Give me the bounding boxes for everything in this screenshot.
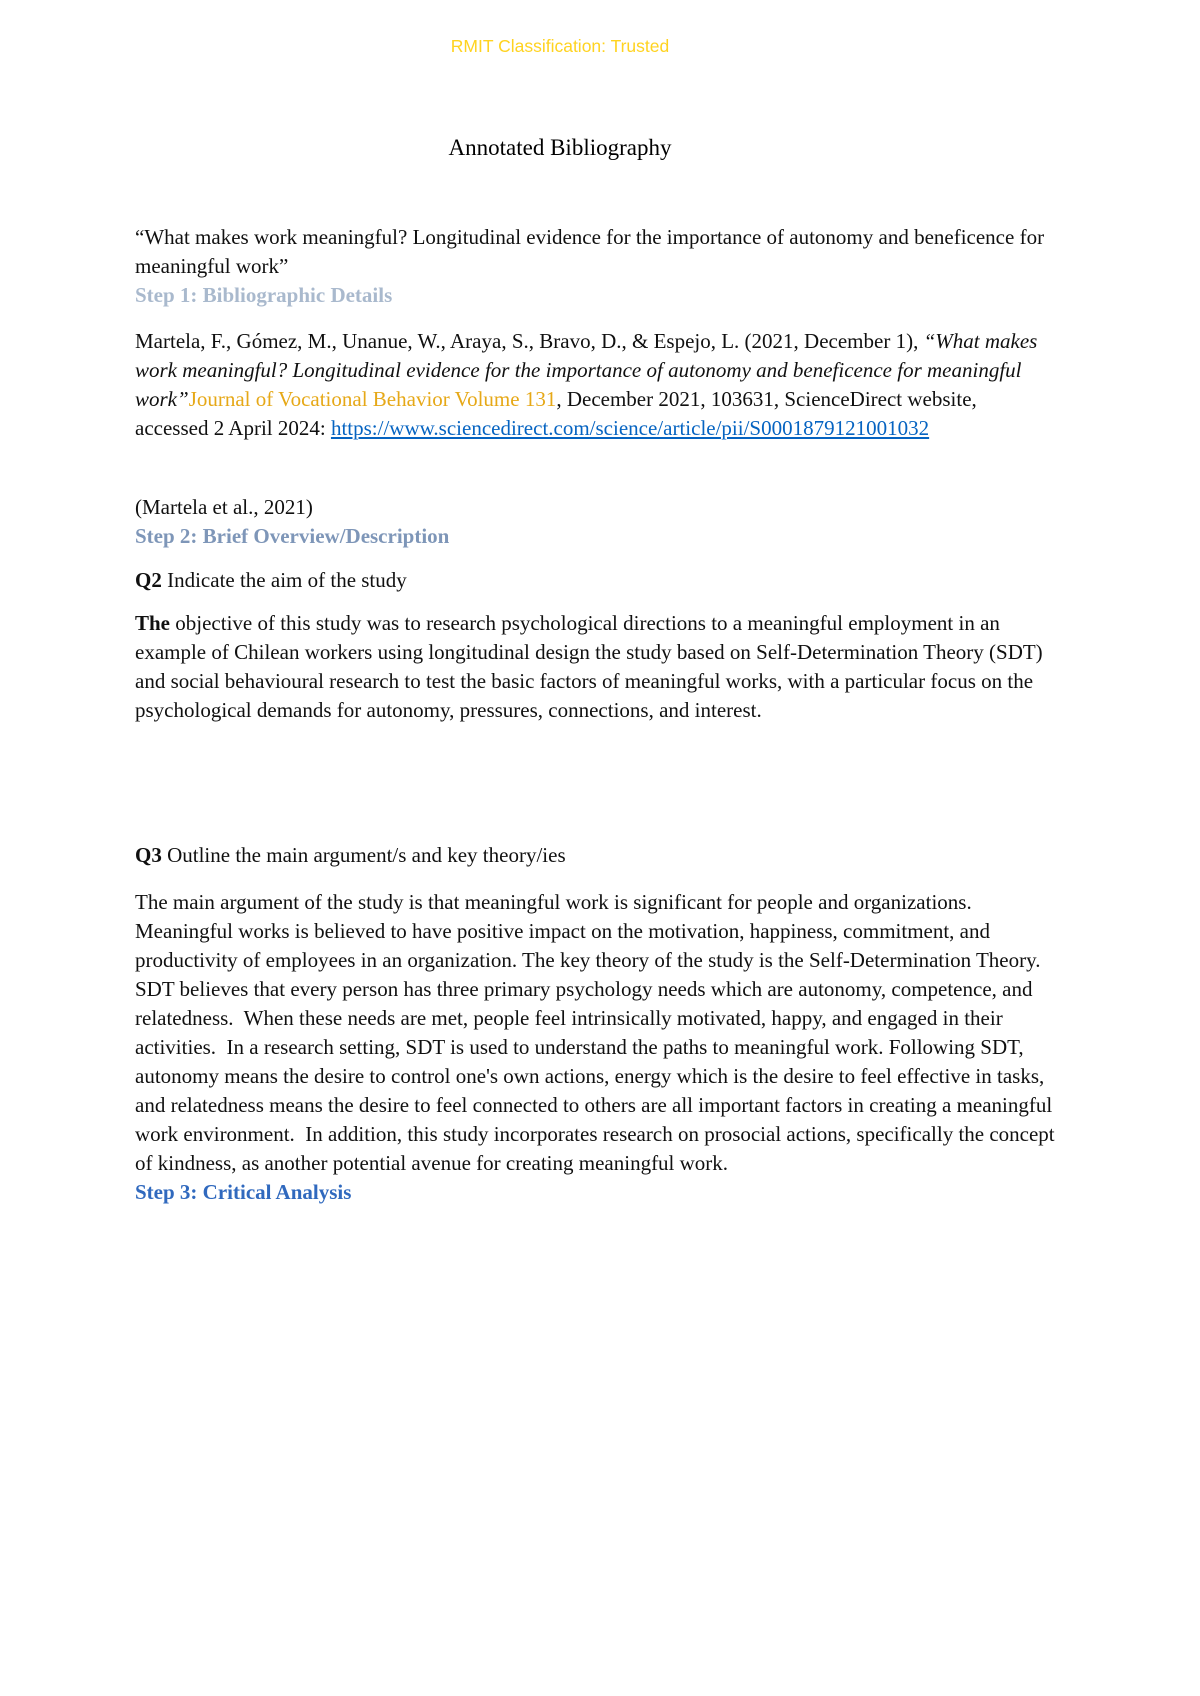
q3-text: Outline the main argument/s and key theory/ies	[161, 843, 566, 867]
citation-article-title: “What makes work meaningful? Longitudinal evidence for the importance of autonomy and beneficence for meaningful work”	[135, 329, 1038, 411]
citation-journal: Journal of Vocational Behavior Volume 131	[188, 387, 557, 411]
q3-label: Q3	[135, 843, 162, 867]
document-title: Annotated Bibliography	[448, 135, 672, 160]
heading-step-3: Step 3: Critical Analysis	[135, 1180, 352, 1204]
question-q2	[135, 566, 1055, 595]
heading-step-1: Step 1: Bibliographic Details	[135, 283, 393, 307]
classification-banner: RMIT Classification: Trusted	[450, 36, 670, 56]
article-title-quote: “What makes work meaningful? Longitudinal evidence for the importance of autonomy and beneficence for meaningful work”	[135, 225, 1045, 278]
in-text-citation: (Martela et al., 2021)	[135, 495, 313, 519]
citation-details: , December 2021, 103631, ScienceDirect website, accessed 2 April 2024:	[135, 387, 977, 440]
q2-text: Indicate the aim of the study	[161, 568, 407, 592]
citation-url-link[interactable]: https://www.sciencedirect.com/science/article/pii/S0001879121001032	[330, 416, 930, 440]
aim-lead-word: The	[135, 611, 171, 635]
citation-paragraph	[135, 327, 1055, 443]
aim-paragraph	[135, 609, 1055, 725]
aim-text: objective of this study was to research psychological directions to a meaningful employment in an example of Chilean workers using longitudinal design the study based on Self-Determination Theory (SDT) and social behavioural research to test the basic factors of meaningful works, with a particular focus on the psychological demands for autonomy, pressures, connections, and interest.	[135, 611, 1043, 722]
citation-authors: Martela, F., Gómez, M., Unanue, W., Araya, S., Bravo, D., & Espejo, L. (2021, December 1),	[135, 329, 924, 353]
question-q3	[135, 841, 1055, 870]
q2-label: Q2	[135, 568, 162, 592]
argument-paragraph: The main argument of the study is that meaningful work is significant for people and organizations. Meaningful works is believed to have positive impact on the motivation, happiness, commitment, and productivity of employees in an organization. The key theory of the study is the Self-Determination Theory. SDT believes that every person has three primary psychology needs which are autonomy, competence, and relatedness. When these needs are met, people feel intrinsically motivated, happy, and engaged in their activities. In a research setting, SDT is used to understand the paths to meaningful work. Following SDT, autonomy means the desire to control one's own actions, energy which is the desire to feel effective in tasks, and relatedness means the desire to feel connected to others are all important factors in creating a meaningful work environment. In addition, this study incorporates research on prosocial actions, specifically the concept of kindness, as another potential avenue for creating meaningful work.	[135, 890, 1060, 1175]
heading-step-2: Step 2: Brief Overview/Description	[135, 524, 450, 548]
